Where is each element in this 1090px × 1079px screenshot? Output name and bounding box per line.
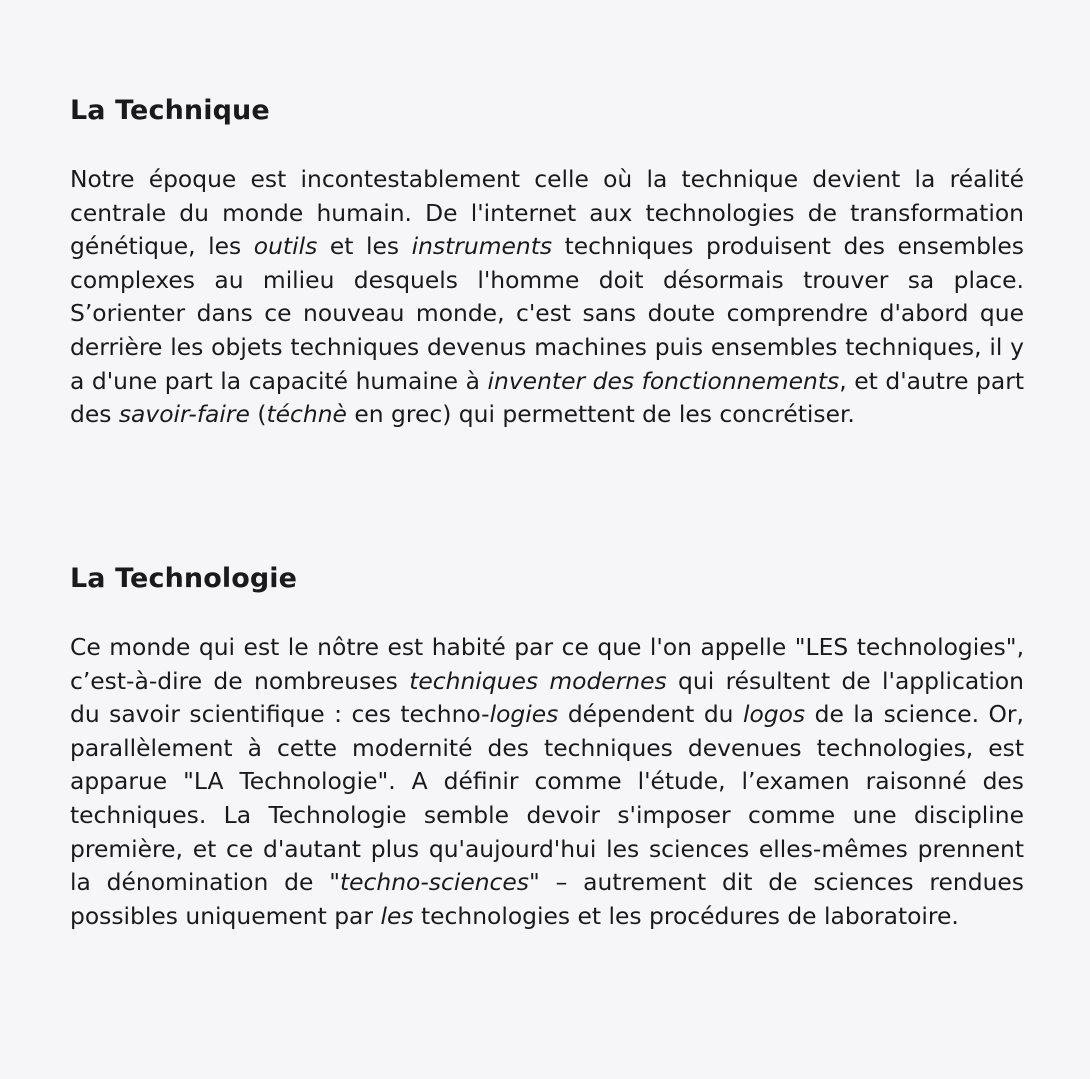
text-segment: dépendent du: [558, 700, 743, 729]
section-paragraph: [70, 631, 1024, 933]
text-segment: et les: [317, 232, 412, 261]
section-technologie: [70, 561, 1024, 933]
italic-text-segment: instruments: [411, 232, 553, 261]
section-technique: [70, 93, 1024, 432]
italic-text-segment: logies: [489, 700, 559, 729]
text-segment: , et d'autre part des: [70, 366, 1025, 429]
text-segment: " – autrement dit de sciences rendues possibles uniquement par: [70, 868, 1024, 930]
italic-text-segment: inventer des fonctionnements: [487, 366, 840, 395]
text-segment: (: [249, 400, 267, 429]
italic-text-segment: logos: [742, 700, 806, 729]
text-segment: de la science. Or, parallèlement à cette modernité des techniques devenues technologies, est apparue "LA Technologie". A définir comme l'étude, l’examen raisonné des techniques. La Technologie semble devoir s'imposer comme une discipline première, et ce d'autant plus qu'aujourd'hui les sciences elles-mêmes prennent la dénomination de ": [70, 700, 1024, 897]
text-segment: Ce monde qui est le nôtre est habité par ce que l'on appelle "LES technologies", c’est-à-dire de nombreuses: [70, 633, 1024, 695]
text-segment: Notre époque est incontestablement celle où la technique devient la réalité centrale du monde humain. De l'internet aux technologies de transformation génétique, les: [70, 165, 1024, 261]
text-segment: en grec) qui permettent de les concrétiser.: [346, 400, 855, 429]
italic-text-segment: savoir-faire: [118, 400, 250, 429]
text-segment: techniques produisent des ensembles complexes au milieu desquels l'homme doit désormais trouver sa place. S’orienter dans ce nouveau monde, c'est sans doute comprendre d'abord que derrière les objets techniques devenus machines puis ensembles techniques, il y a d'une part la capacité humaine à: [70, 232, 1024, 395]
italic-text-segment: outils: [253, 232, 318, 261]
section-heading: La Technologie: [70, 563, 298, 594]
text-segment: technologies et les procédures de laboratoire.: [413, 901, 959, 930]
italic-text-segment: les: [380, 901, 414, 930]
italic-text-segment: téchnè: [266, 400, 347, 429]
section-paragraph: [70, 163, 1024, 432]
italic-text-segment: techno-sciences: [339, 868, 529, 897]
section-heading: La Technique: [70, 95, 270, 126]
italic-text-segment: techniques modernes: [409, 666, 667, 695]
text-segment: qui résultent de l'application du savoir scientifique : ces techno-: [70, 666, 1024, 729]
